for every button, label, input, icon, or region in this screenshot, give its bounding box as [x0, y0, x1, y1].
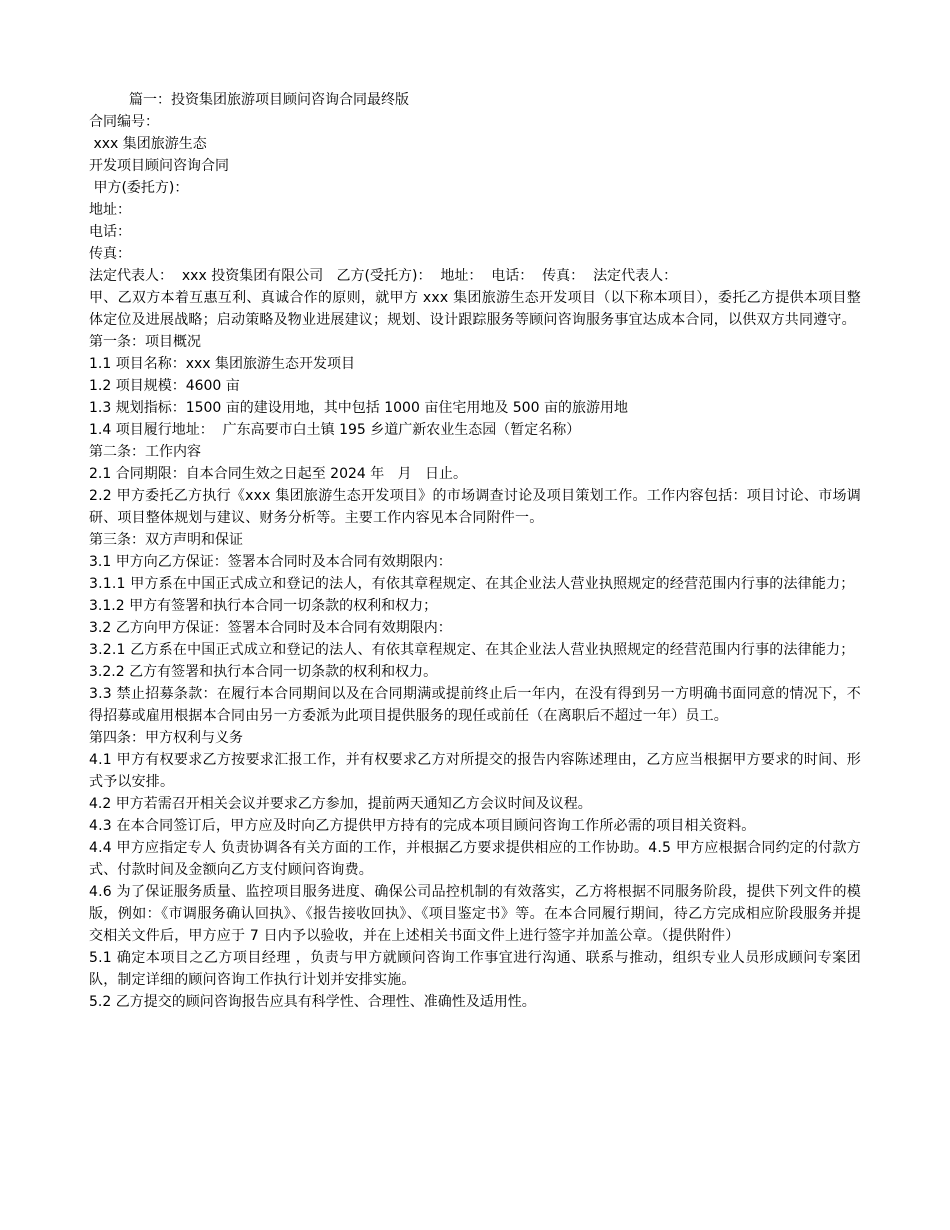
- clause-3-1: 3.1 甲方向乙方保证：签署本合同时及本合同有效期限内：: [89, 554, 452, 570]
- article-3-title: 第三条：双方声明和保证: [89, 532, 243, 548]
- intro-paragraph: 甲、乙双方本着互惠互利、真诚合作的原则，就甲方 xxx 集团旅游生态开发项目（以下称本项目），委托乙方提供本项目整体定位及进展战略；启动策略及物业进展建议；规划、设计跟踪服务等顾问咨询服务事宜达成本合同，以供双方共同遵守。: [89, 290, 861, 328]
- clause-5-1: 5.1 确定本项目之乙方项目经理 ，负责与甲方就顾问咨询工作事宜进行沟通、联系与推动，组织专业人员形成顾问专案团队，制定详细的顾问咨询工作执行计划并安排实施。: [89, 950, 861, 988]
- legal-representative-line: 法定代表人： xxx 投资集团有限公司 乙方(受托方)： 地址： 电话： 传真： 法定代表人：: [89, 268, 678, 284]
- clause-3-1-2: 3.1.2 甲方有签署和执行本合同一切条款的权利和权力；: [89, 598, 438, 614]
- clause-2-1: 2.1 合同期限：自本合同生效之日起至 2024 年 月 日止。: [89, 466, 467, 482]
- clause-3-2-1: 3.2.1 乙方系在中国正式成立和登记的法人、有依其章程规定、在其企业法人营业执照规定的经营范围内行事的法律能力；: [89, 642, 855, 658]
- clause-5-2: 5.2 乙方提交的顾问咨询报告应具有科学性、合理性、准确性及适用性。: [89, 994, 536, 1010]
- clause-1-3: 1.3 规划指标：1500 亩的建设用地，其中包括 1000 亩住宅用地及 500 亩的旅游用地: [89, 400, 628, 416]
- clause-1-1: 1.1 项目名称：xxx 集团旅游生态开发项目: [89, 356, 356, 372]
- clause-4-4-4-5: 4.4 甲方应指定专人 负责协调各有关方面的工作，并根据乙方要求提供相应的工作协助。4.5 甲方应根据合同约定的付款方式、付款时间及金额向乙方支付顾问咨询费。: [89, 840, 861, 878]
- address-label: 地址：: [89, 202, 131, 218]
- article-4-title: 第四条：甲方权利与义务: [89, 730, 243, 746]
- clause-3-1-1: 3.1.1 甲方系在中国正式成立和登记的法人，有依其章程规定、在其企业法人营业执照规定的经营范围内行事的法律能力；: [89, 576, 855, 592]
- clause-1-4: 1.4 项目履行地址： 广东高要市白土镇 195 乡道广新农业生态园（暂定名称）: [89, 422, 581, 438]
- clause-4-6: 4.6 为了保证服务质量、监控项目服务进度、确保公司品控机制的有效落实，乙方将根据不同服务阶段，提供下列文件的模版，例如：《市调服务确认回执》、《报告接收回执》、《项目鉴定书》等。在本合同履行期间，待乙方完成相应阶段服务并提交相关文件后，甲方应于 7 日内予以验收，并在上述相关书面文件上进行签字并加盖公章。（提供附件）: [89, 884, 861, 944]
- clause-2-2: 2.2 甲方委托乙方执行《xxx 集团旅游生态开发项目》的市场调查讨论及项目策划工作。工作内容包括：项目讨论、市场调研、项目整体规划与建议、财务分析等。主要工作内容见本合同附件一。: [89, 488, 861, 526]
- fax-label: 传真：: [89, 246, 131, 262]
- clause-4-2: 4.2 甲方若需召开相关会议并要求乙方参加，提前两天通知乙方会议时间及议程。: [89, 796, 592, 812]
- party-a-label: 甲方(委托方)：: [89, 180, 189, 196]
- contract-number-label: 合同编号：: [89, 114, 159, 130]
- contract-title-line1: xxx 集团旅游生态: [89, 136, 207, 152]
- clause-4-1: 4.1 甲方有权要求乙方按要求汇报工作，并有权要求乙方对所提交的报告内容陈述理由，乙方应当根据甲方要求的时间、形式予以安排。: [89, 752, 861, 790]
- clause-4-3: 4.3 在本合同签订后，甲方应及时向乙方提供甲方持有的完成本项目顾问咨询工作所必需的项目相关资料。: [89, 818, 756, 834]
- article-1-title: 第一条：项目概况: [89, 334, 201, 350]
- clause-3-2-2: 3.2.2 乙方有签署和执行本合同一切条款的权利和权力。: [89, 664, 438, 680]
- clause-1-2: 1.2 项目规模：4600 亩: [89, 378, 240, 394]
- clause-3-3: 3.3 禁止招募条款：在履行本合同期间以及在合同期满或提前终止后一年内，在没有得到另一方明确书面同意的情况下，不得招募或雇用根据本合同由另一方委派为此项目提供服务的现任或前任（在离职后不超过一年）员工。: [89, 686, 861, 724]
- document-heading: 篇一：投资集团旅游项目顾问咨询合同最终版: [129, 92, 409, 108]
- contract-document: [89, 89, 861, 1013]
- clause-3-2: 3.2 乙方向甲方保证：签署本合同时及本合同有效期限内：: [89, 620, 452, 636]
- contract-title-line2: 开发项目顾问咨询合同: [89, 158, 229, 174]
- article-2-title: 第二条：工作内容: [89, 444, 201, 460]
- phone-label: 电话：: [89, 224, 131, 240]
